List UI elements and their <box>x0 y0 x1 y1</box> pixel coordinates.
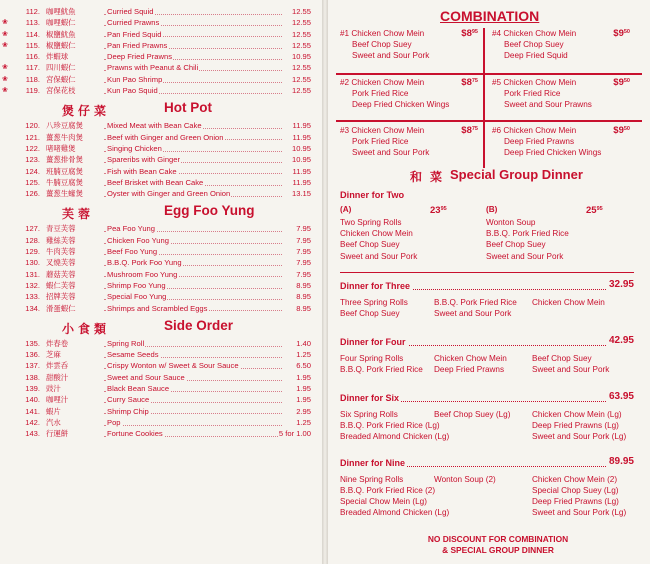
menu-item-row <box>0 235 322 246</box>
item-chinese-name: 宮保花枝 <box>46 86 76 96</box>
dinner-item: Deep Fried Prawns (Lg) <box>532 421 619 430</box>
item-name: Oyster with Ginger and Green Onion <box>107 189 231 199</box>
dinner-item: Sweet and Sour Pork (Lg) <box>532 432 627 441</box>
dinner-item: Three Spring Rolls <box>340 298 408 307</box>
dinner-item: Sweet and Sour Pork (Lg) <box>532 508 627 517</box>
dinner-item: Four Spring Rolls <box>340 354 404 363</box>
item-chinese-name: 牛肉芙蓉 <box>46 247 76 257</box>
menu-item-row <box>0 143 322 154</box>
item-name: B.B.Q. Pork Foo Yung <box>107 258 182 268</box>
menu-item-row <box>0 246 322 257</box>
item-chinese-name: 青豆芙蓉 <box>46 224 76 234</box>
item-number: 123. <box>25 155 40 165</box>
menu-item-row <box>0 120 322 131</box>
dinner-item: Sweet and Sour Pork <box>486 251 564 261</box>
item-name: Curried Squid <box>107 7 154 16</box>
item-name: Mushroom Foo Yung <box>107 269 178 279</box>
item-number: 119. <box>25 86 40 96</box>
combination-price: $\$9^{50}$ <box>613 125 630 136</box>
combination-dish: Deep Fried Chicken Wings <box>504 148 602 157</box>
special-group-dinner-title: Special Group Dinner <box>450 167 583 182</box>
item-price: 11.95 <box>292 166 311 176</box>
combination-label: #3 Chicken Chow Mein <box>340 126 425 135</box>
item-chinese-name: 甜酸汁 <box>46 372 69 382</box>
item-number: 136. <box>25 350 40 360</box>
menu-item-row <box>0 40 322 51</box>
menu-item-row <box>0 372 322 383</box>
combination-dish: Sweet and Sour Pork <box>352 148 430 157</box>
item-number: 114. <box>25 29 40 39</box>
item-price: 1.95 <box>296 395 311 405</box>
dinner-item: Sweet and Sour Pork <box>532 365 610 374</box>
item-chinese-name: 八珍豆腐煲 <box>46 121 83 131</box>
chili-pepper-icon: ❀ <box>2 75 8 83</box>
item-number: 132. <box>25 280 40 290</box>
combination-label: #4 Chicken Chow Mein <box>492 29 577 38</box>
dinner-for-four <box>340 335 640 379</box>
combination-item <box>340 77 486 110</box>
menu-item-row <box>0 338 322 349</box>
menu-item-row <box>0 6 322 17</box>
dinner-for-nine <box>340 456 640 522</box>
menu-item-row <box>0 74 322 85</box>
menu-item-row <box>0 349 322 360</box>
item-name: Sesame Seeds <box>107 350 159 360</box>
menu-item-row <box>0 51 322 62</box>
item-chinese-name: 咖哩魷魚 <box>46 7 76 16</box>
item-name: Prawns with Peanut & Chili <box>107 63 199 73</box>
item-name: Kun Pao Shrimp <box>107 74 163 84</box>
left-menu-list <box>0 6 322 440</box>
item-chinese-name: 滑蛋蝦仁 <box>46 303 76 313</box>
dinner-for-nine-title: Dinner for Nine <box>340 458 406 468</box>
dinner-item: Chicken Chow Mein <box>532 298 605 307</box>
hot-pot-chinese-title: 煲仔菜 <box>62 104 111 119</box>
item-price: 7.95 <box>296 258 311 268</box>
item-name: Fortune Cookies <box>107 429 163 439</box>
side-order-heading <box>0 314 322 338</box>
menu-item-row <box>0 85 322 96</box>
combination-price: $\$9^{50}$ <box>613 77 630 88</box>
grid-divider-horizontal <box>336 120 642 122</box>
dinner-for-six-title: Dinner for Six <box>340 393 400 403</box>
menu-item-row <box>0 394 322 405</box>
item-number: 129. <box>25 247 40 257</box>
item-number: 122. <box>25 143 40 153</box>
item-number: 142. <box>25 417 40 427</box>
side-order-title: Side Order <box>164 317 234 333</box>
dinner-item: Sweet and Sour Pork <box>434 309 512 318</box>
item-chinese-name: 芝麻 <box>46 350 61 360</box>
item-name: Crispy Wonton w/ Sweet & Sour Sauce <box>107 361 239 371</box>
item-chinese-name: 招牌芙蓉 <box>46 292 76 302</box>
dinner-item: Six Spring Rolls <box>340 410 398 419</box>
dinner-item: B.B.Q. Pork Fried Rice <box>340 365 423 374</box>
item-chinese-name: 炸春卷 <box>46 338 69 348</box>
item-number: 118. <box>25 74 40 84</box>
item-name: Beef Brisket with Bean Cake <box>107 177 204 187</box>
item-number: 116. <box>25 52 40 62</box>
item-number: 127. <box>25 224 40 234</box>
item-chinese-name: 牛腩豆腐煲 <box>46 177 83 187</box>
dinner-for-six <box>340 391 640 447</box>
dinner-item: Chicken Chow Mein (Lg) <box>532 410 622 419</box>
combination-item <box>492 125 638 158</box>
item-price: 11.95 <box>292 132 311 142</box>
item-name: Spring Roll <box>107 338 145 348</box>
combination-dish: Beef Chop Suey <box>504 40 564 49</box>
item-price: 10.95 <box>291 155 311 165</box>
combination-dish: Pork Fried Rice <box>352 89 409 98</box>
item-price: 12.55 <box>291 29 311 39</box>
dinner-for-nine-price: 89.95 <box>608 456 634 467</box>
item-price: 12.55 <box>291 40 311 50</box>
menu-left-page <box>0 0 322 564</box>
item-chinese-name: 四川蝦仁 <box>46 63 76 73</box>
item-number: 125. <box>25 177 40 187</box>
combination-label: #1 Chicken Chow Mein <box>340 29 425 38</box>
combination-item <box>340 125 486 158</box>
item-price: 1.25 <box>296 350 311 360</box>
item-number: 117. <box>25 63 40 73</box>
dinner-item: B.B.Q. Pork Fried Rice (Lg) <box>340 421 440 430</box>
item-price: 8.95 <box>296 292 311 302</box>
item-number: 128. <box>25 235 40 245</box>
menu-item-row <box>0 132 322 143</box>
item-name: Special Foo Yung <box>107 292 167 302</box>
dinner-item: B.B.Q. Pork Fried Rice (2) <box>340 486 436 495</box>
menu-item-row <box>0 154 322 165</box>
item-price: 1.25 <box>296 417 311 427</box>
menu-item-row <box>0 188 322 199</box>
item-number: 112. <box>25 7 40 16</box>
dinner-item: Breaded Almond Chicken (Lg) <box>340 508 450 517</box>
combination-item <box>340 28 486 61</box>
dinner-item: Two Spring Rolls <box>340 218 402 227</box>
item-chinese-name: 雞絲芙蓉 <box>46 235 76 245</box>
item-number: 124. <box>25 166 40 176</box>
menu-item-row <box>0 62 322 73</box>
dinner-for-four-title: Dinner for Four <box>340 337 406 347</box>
dinner-item: Wonton Soup <box>486 218 536 227</box>
menu-item-row <box>0 383 322 394</box>
item-chinese-name: 咖哩汁 <box>46 395 69 405</box>
item-number: 130. <box>25 258 40 268</box>
dinner-item: Nine Spring Rolls <box>340 475 404 484</box>
option-a-label: (A) <box>340 205 352 215</box>
item-price: 8.95 <box>296 280 311 290</box>
item-chinese-name: 薑葱牛肉煲 <box>46 132 83 142</box>
chili-pepper-icon: ❀ <box>2 30 8 38</box>
item-chinese-name: 叉燒芙蓉 <box>46 258 76 268</box>
egg-foo-yung-chinese-title: 芙蓉 <box>62 207 95 222</box>
item-price: 1.40 <box>296 338 311 348</box>
dinner-for-two-title: Dinner for Two <box>340 190 405 200</box>
egg-foo-yung-title: Egg Foo Yung <box>164 203 255 219</box>
chili-pepper-icon: ❀ <box>2 87 8 95</box>
egg-foo-yung-heading <box>0 199 322 223</box>
menu-item-row <box>0 17 322 28</box>
item-number: 131. <box>25 269 40 279</box>
item-chinese-name: 咖哩蝦仁 <box>46 18 76 28</box>
menu-item-row <box>0 406 322 417</box>
item-number: 121. <box>25 132 40 142</box>
menu-item-row <box>0 291 322 302</box>
combination-price: $\$8^{95}$ <box>461 28 478 39</box>
item-price: 10.95 <box>291 143 311 153</box>
menu-item-row <box>0 257 322 268</box>
combination-item <box>492 77 638 110</box>
combination-title: COMBINATION <box>440 8 540 24</box>
item-name: Curry Sauce <box>107 395 150 405</box>
item-number: 141. <box>25 406 40 416</box>
item-chinese-name: 蝦片 <box>46 406 61 416</box>
option-b-price: $25^{95}$ <box>586 205 603 217</box>
item-number: 143. <box>25 429 40 439</box>
item-price: 7.95 <box>296 224 311 234</box>
grid-divider-horizontal <box>336 73 642 75</box>
combination-dish: Pork Fried Rice <box>352 137 409 146</box>
chili-pepper-icon: ❀ <box>2 64 8 72</box>
item-name: Pop <box>107 417 121 427</box>
item-price: 7.95 <box>296 235 311 245</box>
menu-item-row <box>0 29 322 40</box>
item-number: 135. <box>25 338 40 348</box>
option-b-label: (B) <box>486 205 498 215</box>
chili-pepper-icon: ❀ <box>2 41 8 49</box>
item-price: 12.55 <box>291 63 311 73</box>
item-name: Pan Fried Squid <box>107 29 162 39</box>
item-price: 7.95 <box>296 247 311 257</box>
menu-item-row <box>0 166 322 177</box>
item-number: 139. <box>25 384 40 394</box>
item-number: 137. <box>25 361 40 371</box>
item-name: Black Bean Sauce <box>107 384 170 394</box>
dinner-item: Beef Chop Suey <box>340 240 400 250</box>
item-name: Mixed Meat with Bean Cake <box>107 121 202 131</box>
combination-label: #5 Chicken Chow Mein <box>492 78 577 87</box>
item-name: Beef Foo Yung <box>107 247 158 257</box>
dinner-for-four-price: 42.95 <box>608 335 634 346</box>
item-chinese-name: 啫啫雞煲 <box>46 143 76 153</box>
item-name: Kun Pao Squid <box>107 86 158 96</box>
chili-pepper-icon: ❀ <box>2 19 8 27</box>
combination-dish: Beef Chop Suey <box>352 40 412 49</box>
dinner-item: Beef Chop Suey (Lg) <box>434 410 511 419</box>
item-chinese-name: 椒鹽魷魚 <box>46 29 76 39</box>
item-price: 12.55 <box>291 74 311 84</box>
item-name: Chicken Foo Yung <box>107 235 169 245</box>
item-price: 13.15 <box>291 189 311 199</box>
item-number: 140. <box>25 395 40 405</box>
item-name: Shrimp Foo Yung <box>107 280 166 290</box>
dinner-item: Beef Chop Suey <box>486 240 546 250</box>
special-group-dinner-chinese: 和菜 <box>410 170 451 184</box>
combination-price: $\$8^{75}$ <box>461 77 478 88</box>
item-price: 2.95 <box>296 406 311 416</box>
menu-item-row <box>0 223 322 234</box>
dinner-for-three-title: Dinner for Three <box>340 281 411 291</box>
dinner-item: B.B.Q. Pork Fried Rice <box>486 229 569 239</box>
item-number: 134. <box>25 303 40 313</box>
menu-item-row <box>0 428 322 439</box>
hot-pot-heading <box>0 96 322 120</box>
option-a-price: $23^{95}$ <box>430 205 447 217</box>
dinner-for-three-price: 32.95 <box>608 279 634 290</box>
combination-grid <box>336 26 642 170</box>
combination-price: $\$9^{50}$ <box>613 28 630 39</box>
combination-dish: Deep Fried Chicken Wings <box>352 100 450 109</box>
item-chinese-name: 薑葱排骨煲 <box>46 155 83 165</box>
menu-item-row <box>0 269 322 280</box>
item-name: Singing Chicken <box>107 143 162 153</box>
combination-dish: Pork Fried Rice <box>504 89 561 98</box>
dinner-item: Sweet and Sour Pork <box>340 251 418 261</box>
item-name: Shrimp Chip <box>107 406 149 416</box>
item-number: 113. <box>25 18 40 28</box>
item-price: 11.95 <box>292 121 311 131</box>
item-chinese-name: 炸蝦球 <box>46 52 69 62</box>
hot-pot-title: Hot Pot <box>164 100 212 116</box>
dinner-item: Deep Fried Prawns <box>434 365 505 374</box>
item-chinese-name: 宮保蝦仁 <box>46 74 76 84</box>
menu-item-row <box>0 280 322 291</box>
item-price: 11.95 <box>292 177 311 187</box>
item-price: 5 for 1.00 <box>278 429 311 439</box>
item-chinese-name: 班腩豆腐煲 <box>46 166 83 176</box>
item-name: Deep Fried Prawns <box>107 52 172 62</box>
divider-line <box>340 272 634 273</box>
item-chinese-name: 蘑菇芙蓉 <box>46 269 76 279</box>
dinner-item: Deep Fried Prawns (Lg) <box>532 497 619 506</box>
item-price: 6.50 <box>296 361 311 371</box>
menu-item-row <box>0 417 322 428</box>
menu-right-page <box>328 0 650 564</box>
dinner-item: Wonton Soup (2) <box>434 475 496 484</box>
item-name: Curried Prawns <box>107 18 160 28</box>
item-price: 12.55 <box>291 86 311 96</box>
item-chinese-name: 豉汁 <box>46 384 61 394</box>
dinner-item: Special Chow Mein (Lg) <box>340 497 427 506</box>
item-chinese-name: 行運餅 <box>46 429 69 439</box>
item-name: Pan Fried Prawns <box>107 40 168 50</box>
combination-dish: Deep Fried Squid <box>504 51 568 60</box>
item-price: 1.95 <box>296 372 311 382</box>
dinner-item: B.B.Q. Pork Fried Rice <box>434 298 517 307</box>
item-name: Pea Foo Yung <box>107 224 155 234</box>
item-chinese-name: 椒鹽蝦仁 <box>46 40 76 50</box>
dinner-item: Chicken Chow Mein <box>340 229 413 239</box>
item-chinese-name: 汽水 <box>46 417 61 427</box>
combination-label: #2 Chicken Chow Mein <box>340 78 425 87</box>
menu-item-row <box>0 303 322 314</box>
item-number: 115. <box>25 40 40 50</box>
item-price: 7.95 <box>296 269 311 279</box>
item-chinese-name: 蝦仁芙蓉 <box>46 280 76 290</box>
combination-dish: Deep Fried Prawns <box>504 137 575 146</box>
item-price: 12.55 <box>291 7 311 16</box>
item-name: Spareribs with Ginger <box>107 155 181 165</box>
combination-dish: Sweet and Sour Pork <box>352 51 430 60</box>
combination-item <box>492 28 638 61</box>
no-discount-notice: NO DISCOUNT FOR COMBINATION & SPECIAL GROUP DINNER <box>427 534 569 555</box>
item-name: Sweet and Sour Sauce <box>107 372 185 382</box>
dinner-item: Chicken Chow Mein <box>434 354 507 363</box>
item-name: Beef with Ginger and Green Onion <box>107 132 224 142</box>
menu-item-row <box>0 177 322 188</box>
item-price: 8.95 <box>296 303 311 313</box>
dinner-for-six-price: 63.95 <box>608 391 634 402</box>
item-chinese-name: 炸雲呑 <box>46 361 69 371</box>
item-number: 133. <box>25 292 40 302</box>
dinner-for-three <box>340 279 640 323</box>
combination-label: #6 Chicken Chow Mein <box>492 126 577 135</box>
item-name: Fish with Bean Cake <box>107 166 177 176</box>
item-number: 138. <box>25 372 40 382</box>
item-price: 1.95 <box>296 384 311 394</box>
dinner-item: Breaded Almond Chicken (Lg) <box>340 432 450 441</box>
dinner-for-two <box>340 190 640 261</box>
side-order-chinese-title: 小食類 <box>62 321 111 336</box>
combination-price: $\$8^{75}$ <box>461 125 478 136</box>
item-name: Shrimps and Scrambled Eggs <box>107 303 208 313</box>
item-number: 120. <box>25 121 40 131</box>
item-price: 10.95 <box>291 52 311 62</box>
dinner-item: Special Chop Suey (Lg) <box>532 486 619 495</box>
item-chinese-name: 薑葱生蠔煲 <box>46 189 83 199</box>
item-price: 12.55 <box>291 18 311 28</box>
dinner-item: Beef Chop Suey <box>532 354 592 363</box>
menu-item-row <box>0 360 322 371</box>
dinner-item: Chicken Chow Mein (2) <box>532 475 618 484</box>
dinner-item: Beef Chop Suey <box>340 309 400 318</box>
item-number: 126. <box>25 189 40 199</box>
combination-dish: Sweet and Sour Prawns <box>504 100 592 109</box>
